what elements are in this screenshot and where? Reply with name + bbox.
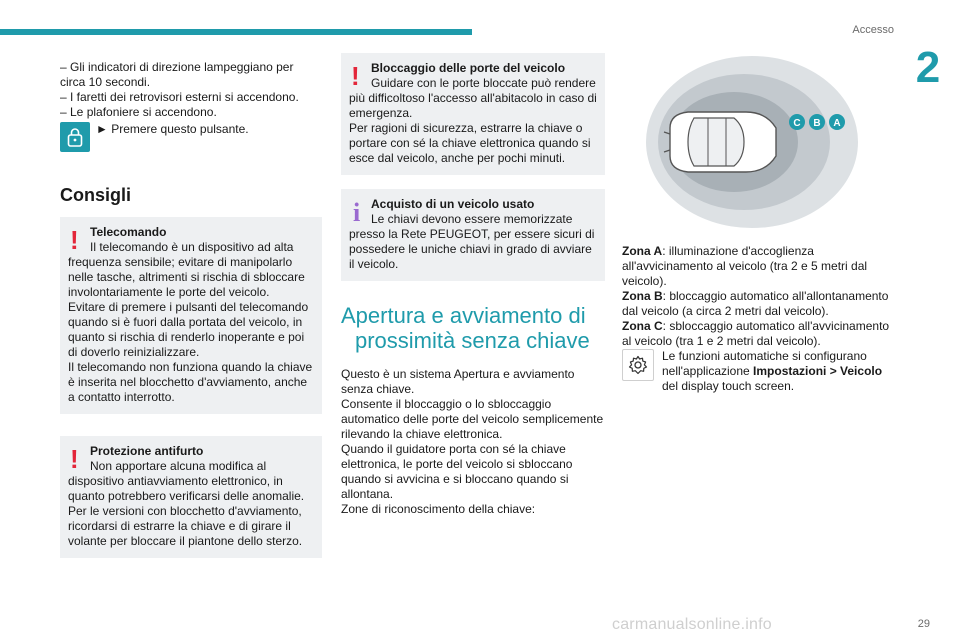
- zone-c-label: C: [793, 118, 801, 129]
- warning-icon: !: [351, 61, 360, 91]
- settings-text-post: del display touch screen.: [662, 379, 795, 393]
- zone-a-title: Zona A: [622, 244, 663, 258]
- box-text: Guidare con le porte bloccate può rendere più difficoltoso l'accesso all'abitacolo in caso di emergenza.: [349, 76, 597, 120]
- zone-a-label: A: [833, 118, 841, 129]
- heading-line-1: Apertura e avviamento di: [341, 303, 586, 328]
- settings-text: [662, 349, 890, 394]
- list-item: – I faretti dei retrovisori esterni si accendono.: [60, 90, 299, 104]
- column-2: [341, 53, 605, 517]
- warning-icon: !: [70, 444, 79, 474]
- settings-path: Impostazioni > Veicolo: [753, 364, 883, 378]
- lock-icon: [60, 122, 90, 152]
- info-icon: i: [353, 198, 361, 227]
- box-text: Le chiavi devono essere memorizzate presso la Rete PEUGEOT, per essere sicuri di possedere le uniche chiavi in grado di avviare il veicolo.: [349, 212, 595, 271]
- key-zone-diagram: [642, 52, 862, 232]
- zone-a-text: : illuminazione d'accoglienza all'avvicinamento al veicolo (tra 2 e 5 metri dal veicolo).: [622, 244, 868, 288]
- box-title: Acquisto di un veicolo usato: [371, 197, 535, 211]
- heading-line-2: prossimità senza chiave: [355, 328, 590, 353]
- paragraph: Consente il bloccaggio o lo sbloccaggio automatico delle porte del veicolo semplicemente rilevando la chiave elettronica.: [341, 397, 604, 441]
- gear-icon: [622, 349, 654, 381]
- warning-box-telecomando: [60, 217, 322, 414]
- watermark: carmanualsonline.info: [612, 616, 772, 633]
- paragraph: Questo è un sistema Apertura e avviamento senza chiave.: [341, 367, 575, 396]
- settings-note: [622, 349, 890, 394]
- chapter-number: 2: [915, 43, 941, 92]
- warning-box-antifurto: [60, 436, 322, 558]
- column-3: [622, 48, 890, 394]
- box-text: Per ragioni di sicurezza, estrarre la chiave o portare con sé la chiave elettronica quando si esce dal veicolo, anche per pochi minuti.: [349, 121, 591, 165]
- warning-icon: !: [70, 225, 79, 255]
- section-title: Accesso: [852, 24, 894, 36]
- zone-c-description: [622, 319, 890, 349]
- box-text: Il telecomando è un dispositivo ad alta frequenza sensibile; evitare di manipolarlo nelle tasche, altrimenti si rischia di sbloccare involontariamente le porte del veicolo.: [68, 240, 305, 299]
- box-text: Il telecomando non funziona quando la chiave è inserita nel blocchetto d'avviamento, anche a contatto interrotto.: [68, 360, 313, 404]
- page-number: 29: [917, 618, 930, 630]
- paragraph: Quando il guidatore porta con sé la chiave elettronica, le porte del veicolo si sbloccano quando si avvicina e si bloccano quando si allontana.: [341, 442, 573, 501]
- box-title: Bloccaggio delle porte del veicolo: [371, 61, 566, 75]
- paragraph: Zone di riconoscimento della chiave:: [341, 502, 536, 516]
- car-icon: [664, 112, 776, 172]
- box-title: Telecomando: [90, 225, 167, 239]
- box-text: Non apportare alcuna modifica al dispositivo antiavviamento elettronico, in quanto potrebbero verificarsi delle anomalie.: [68, 459, 305, 503]
- list-item: – Le plafoniere si accendono.: [60, 105, 217, 119]
- heading-consigli: Consigli: [60, 185, 131, 205]
- zone-a-description: [622, 244, 890, 289]
- list-item: – Gli indicatori di direzione lampeggiano per circa 10 secondi.: [60, 60, 294, 89]
- zone-b-description: [622, 289, 890, 319]
- column-1: [60, 60, 322, 572]
- section-heading: [341, 303, 605, 353]
- lock-button-instruction: [60, 122, 322, 152]
- zone-c-title: Zona C: [622, 319, 663, 333]
- box-title: Protezione antifurto: [90, 444, 204, 458]
- zone-b-title: Zona B: [622, 289, 663, 303]
- header-accent-bar: [0, 29, 472, 35]
- zone-c-text: : sbloccaggio automatico all'avvicinamento al veicolo (tra 1 e 2 metri dal veicolo).: [622, 319, 890, 348]
- box-text: Per le versioni con blocchetto d'avviamento, ricordarsi di estrarre la chiave e di girare il volante per bloccare il piantone dello sterzo.: [68, 504, 303, 548]
- press-instruction: ► Premere questo pulsante.: [96, 122, 249, 136]
- zone-b-text: : bloccaggio automatico all'allontanamento dal veicolo (a circa 2 metri dal veicolo).: [622, 289, 889, 318]
- warning-box-bloccaggio: [341, 53, 605, 175]
- box-text: Evitare di premere i pulsanti del telecomando quando si è fuori dalla portata del veicolo, in quanto si rischia di renderlo inoperante e poi di doverlo reinizializzare.: [68, 300, 309, 359]
- info-box-veicolo-usato: [341, 189, 605, 281]
- settings-text-pre: Le funzioni automatiche si configurano nell'applicazione: [662, 349, 867, 378]
- zone-b-label: B: [813, 118, 821, 129]
